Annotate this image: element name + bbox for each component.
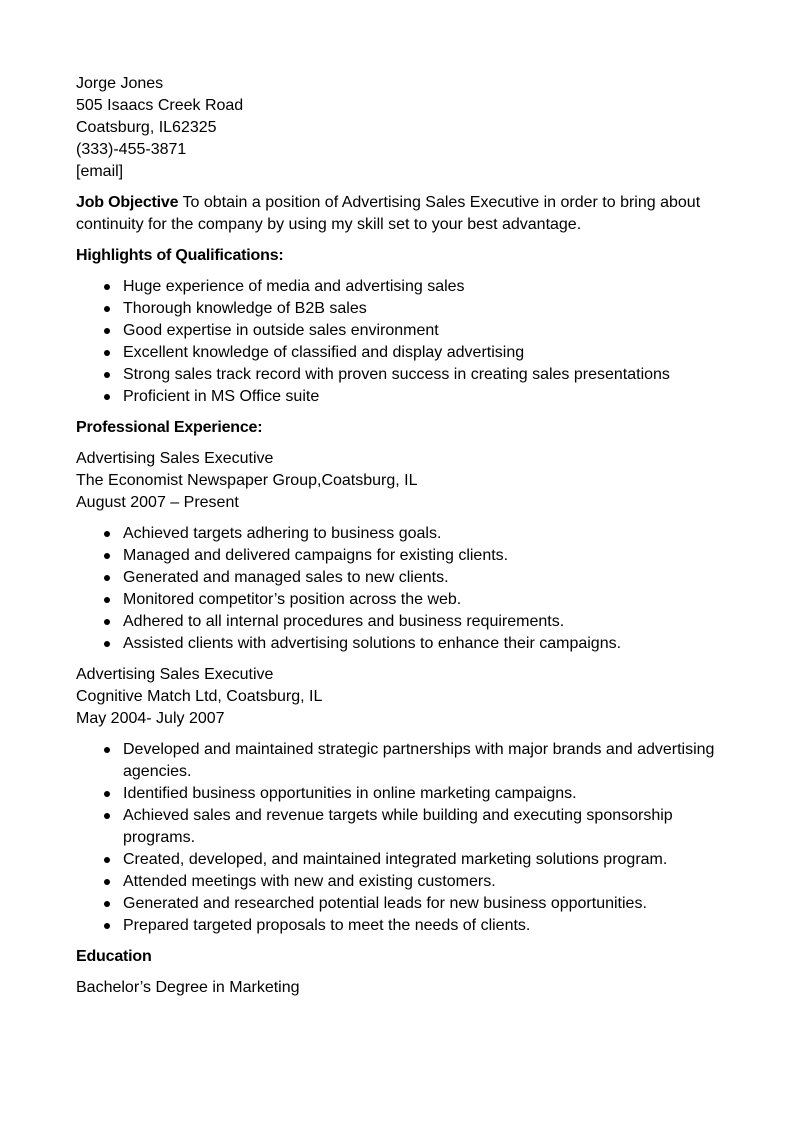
- list-item-text: Strong sales track record with proven success in creating sales presentations: [123, 366, 670, 383]
- list-item: [76, 739, 723, 783]
- job-company: Cognitive Match Ltd, Coatsburg, IL: [76, 688, 323, 705]
- job-entry-economist: [76, 448, 736, 655]
- job-title: Advertising Sales Executive: [76, 666, 274, 683]
- job-dates: May 2004- July 2007: [76, 710, 225, 727]
- job-duties-list: [76, 523, 736, 655]
- education-heading: Education: [76, 948, 152, 965]
- job-title: Advertising Sales Executive: [76, 450, 274, 467]
- job-entry-cognitive-match: [76, 664, 736, 937]
- list-item-text: Proficient in MS Office suite: [123, 388, 320, 405]
- contact-email: [email]: [76, 163, 124, 180]
- bullet-icon: [104, 791, 110, 797]
- list-item: [76, 893, 723, 915]
- list-item: [76, 342, 723, 364]
- list-item-text: Adhered to all internal procedures and business requirements.: [123, 613, 565, 630]
- list-item: [76, 545, 723, 567]
- list-item-text: Managed and delivered campaigns for existing clients.: [123, 547, 509, 564]
- bullet-icon: [104, 857, 110, 863]
- job-objective-text: To obtain a position of Advertising Sales Executive in order to bring about continuity for the company by using my skill set to your best advantage.: [76, 194, 701, 233]
- list-item: [76, 871, 723, 893]
- experience-heading: Professional Experience:: [76, 419, 263, 436]
- list-item: [76, 364, 723, 386]
- bullet-icon: [104, 531, 110, 537]
- job-objective-label: Job Objective: [76, 194, 179, 211]
- list-item: [76, 320, 723, 342]
- list-item-text: Achieved targets adhering to business goals.: [123, 525, 442, 542]
- list-item-text: Monitored competitor’s position across the web.: [123, 591, 462, 608]
- list-item-text: Achieved sales and revenue targets while building and executing sponsorship programs.: [123, 807, 673, 846]
- list-item-text: Generated and managed sales to new clients.: [123, 569, 449, 586]
- bullet-icon: [104, 747, 110, 753]
- list-item: [76, 805, 723, 849]
- contact-phone: (333)-455-3871: [76, 141, 187, 158]
- list-item-text: Thorough knowledge of B2B sales: [123, 300, 367, 317]
- bullet-icon: [104, 306, 110, 312]
- bullet-icon: [104, 813, 110, 819]
- list-item: [76, 611, 723, 633]
- bullet-icon: [104, 553, 110, 559]
- list-item-text: Huge experience of media and advertising sales: [123, 278, 465, 295]
- bullet-icon: [104, 328, 110, 334]
- list-item-text: Prepared targeted proposals to meet the needs of clients.: [123, 917, 531, 934]
- list-item: [76, 523, 723, 545]
- contact-street: 505 Isaacs Creek Road: [76, 97, 244, 114]
- list-item-text: Generated and researched potential leads for new business opportunities.: [123, 895, 647, 912]
- list-item-text: Good expertise in outside sales environment: [123, 322, 439, 339]
- bullet-icon: [104, 901, 110, 907]
- bullet-icon: [104, 284, 110, 290]
- list-item: [76, 298, 723, 320]
- list-item: [76, 783, 723, 805]
- job-objective: [76, 192, 716, 236]
- job-duties-list: [76, 739, 736, 937]
- job-meta: [76, 664, 736, 730]
- list-item: [76, 386, 723, 408]
- bullet-icon: [104, 923, 110, 929]
- list-item: [76, 915, 723, 937]
- contact-block: [76, 73, 736, 183]
- bullet-icon: [104, 619, 110, 625]
- list-item: [76, 849, 723, 871]
- list-item-text: Attended meetings with new and existing customers.: [123, 873, 496, 890]
- list-item: [76, 567, 723, 589]
- list-item: [76, 276, 723, 298]
- bullet-icon: [104, 575, 110, 581]
- bullet-icon: [104, 641, 110, 647]
- bullet-icon: [104, 394, 110, 400]
- list-item: [76, 633, 723, 655]
- highlights-heading: Highlights of Qualifications:: [76, 247, 284, 264]
- highlights-list: [76, 276, 736, 408]
- education-degree: Bachelor’s Degree in Marketing: [76, 979, 300, 996]
- job-dates: August 2007 – Present: [76, 494, 239, 511]
- bullet-icon: [104, 879, 110, 885]
- job-company: The Economist Newspaper Group,Coatsburg, IL: [76, 472, 418, 489]
- list-item-text: Developed and maintained strategic partnerships with major brands and advertising agencies.: [123, 741, 715, 780]
- bullet-icon: [104, 350, 110, 356]
- contact-name: Jorge Jones: [76, 75, 164, 92]
- bullet-icon: [104, 372, 110, 378]
- bullet-icon: [104, 597, 110, 603]
- list-item-text: Assisted clients with advertising solutions to enhance their campaigns.: [123, 635, 622, 652]
- list-item: [76, 589, 723, 611]
- list-item-text: Identified business opportunities in online marketing campaigns.: [123, 785, 577, 802]
- job-meta: [76, 448, 736, 514]
- contact-city: Coatsburg, IL62325: [76, 119, 217, 136]
- list-item-text: Excellent knowledge of classified and display advertising: [123, 344, 525, 361]
- list-item-text: Created, developed, and maintained integrated marketing solutions program.: [123, 851, 668, 868]
- resume-document: [76, 73, 736, 999]
